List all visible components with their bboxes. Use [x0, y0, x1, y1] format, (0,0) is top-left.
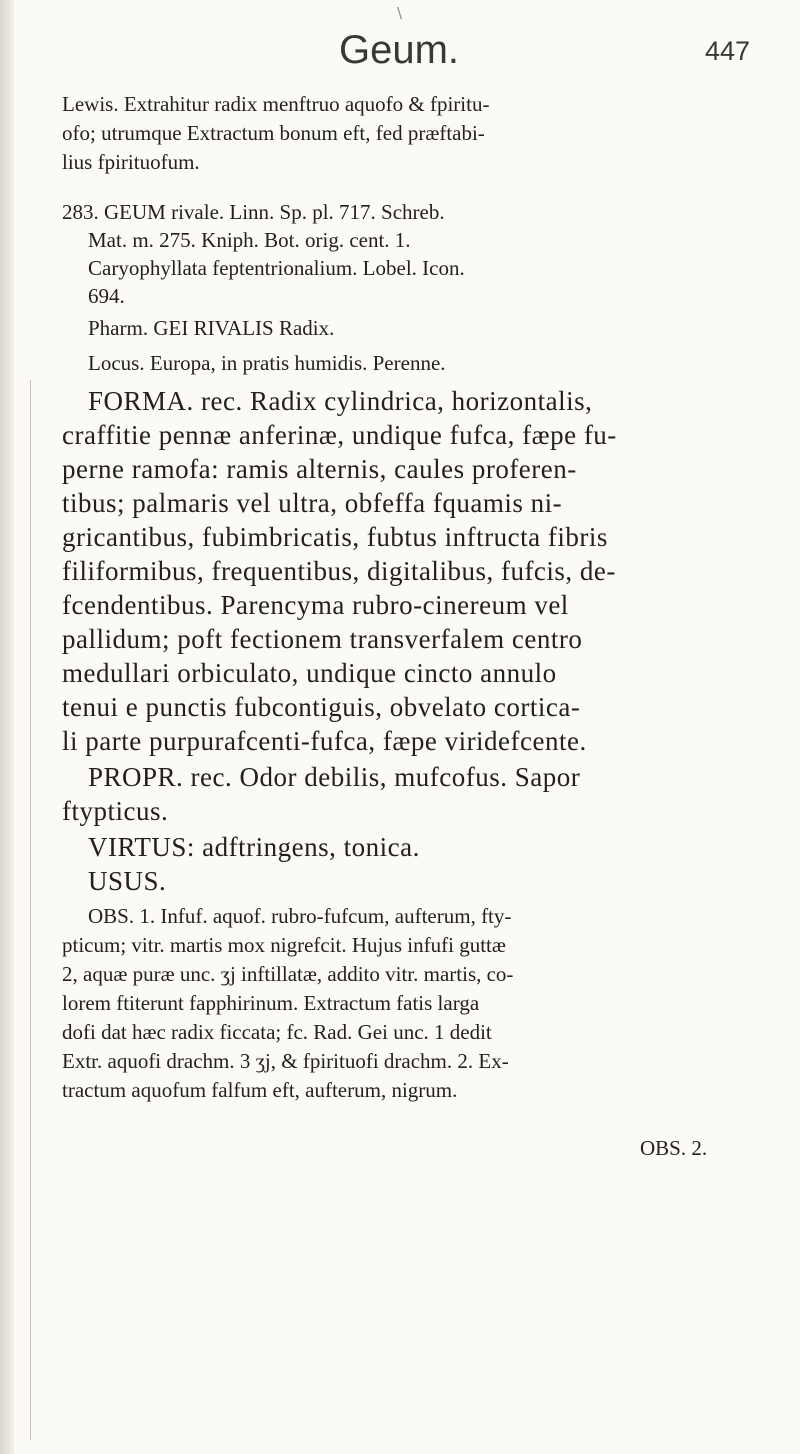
text-line: lius fpirituofum.: [62, 150, 200, 174]
text-line: gricantibus, fubimbricatis, fubtus inftructa fibris: [62, 522, 608, 552]
text-line: tenui e punctis fubcontiguis, obvelato cortica-: [62, 692, 581, 722]
text-line: OBS. 1. Infuf. aquof. rubro-fufcum, aufterum, fty-: [88, 904, 512, 928]
edge-line: [30, 380, 31, 1440]
text-line: li parte purpurafcenti-fufca, fæpe viridefcente.: [62, 726, 587, 756]
text-line: Pharm. GEI RIVALIS Radix.: [88, 316, 335, 340]
text-line: filiformibus, frequentibus, digitalibus, fufcis, de-: [62, 556, 616, 586]
text-line: fcendentibus. Parencyma rubro-cinereum vel: [62, 590, 569, 620]
text-line: pallidum; poft fectionem transverfalem centro: [62, 624, 583, 654]
page-number: 447: [704, 36, 750, 66]
text-line: VIRTUS: adftringens, tonica.: [88, 832, 420, 862]
text-line: perne ramofa: ramis alternis, caules proferen-: [62, 454, 577, 484]
top-mark: \: [397, 4, 403, 22]
text-line: PROPR. rec. Odor debilis, mufcofus. Sapor: [88, 762, 581, 792]
catchword: OBS. 2.: [640, 1136, 708, 1160]
text-line: lorem ftiterunt fapphirinum. Extractum fatis larga: [62, 991, 480, 1015]
text-line: USUS.: [88, 866, 167, 896]
text-line: Lewis. Extrahitur radix menftruo aquofo & fpiritu-: [62, 92, 490, 116]
text-line: 2, aquæ puræ unc. ʒj inftillatæ, addito vitr. martis, co-: [62, 962, 514, 986]
text-line: Mat. m. 275. Kniph. Bot. orig. cent. 1.: [88, 228, 411, 252]
text-line: craffitie pennæ anferinæ, undique fufca, fæpe fu-: [62, 420, 617, 450]
text-line: pticum; vitr. martis mox nigrefcit. Hujus infufi guttæ: [62, 933, 506, 957]
text-line: 694.: [88, 284, 125, 308]
text-line: Caryophyllata feptentrionalium. Lobel. Icon.: [88, 256, 465, 280]
text-line: dofi dat hæc radix ficcata; fc. Rad. Gei unc. 1 dedit: [62, 1020, 492, 1044]
text-line: 283. GEUM rivale. Linn. Sp. pl. 717. Schreb.: [62, 200, 445, 224]
text-line: Extr. aquofi drachm. 3 ʒj, & fpirituofi drachm. 2. Ex-: [62, 1049, 509, 1073]
text-line: tractum aquofum falfum eft, aufterum, nigrum.: [62, 1078, 458, 1102]
text-line: ftypticus.: [62, 796, 169, 826]
binding-shadow: [0, 0, 14, 1454]
text-line: medullari orbiculato, undique cincto annulo: [62, 658, 557, 688]
text-line: tibus; palmaris vel ultra, obfeffa fquamis ni-: [62, 488, 563, 518]
text-line: FORMA. rec. Radix cylindrica, horizontalis,: [88, 386, 593, 416]
text-line: ofo; utrumque Extractum bonum eft, fed præftabi-: [62, 121, 485, 145]
text-line: Locus. Europa, in pratis humidis. Perenne.: [88, 351, 446, 375]
running-head: Geum.: [338, 28, 460, 72]
